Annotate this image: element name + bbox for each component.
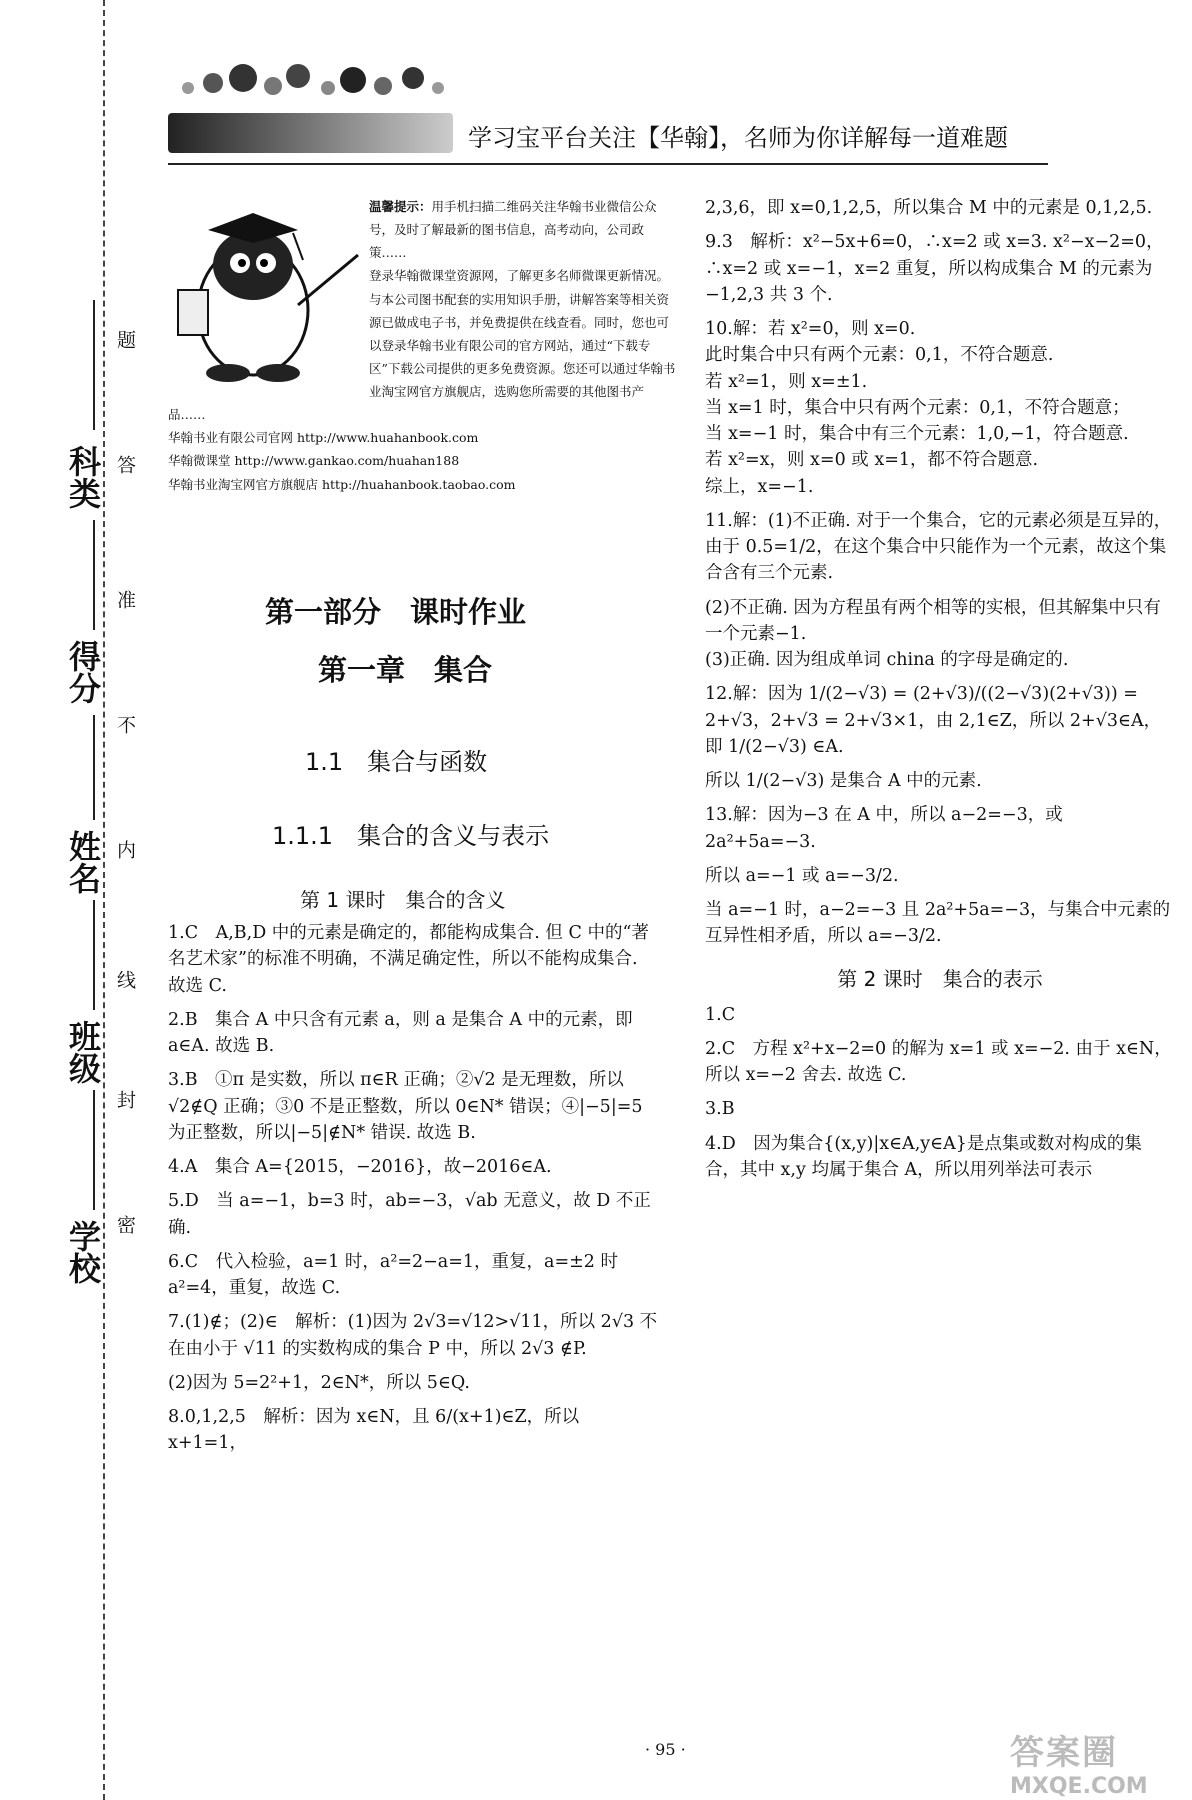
seal-dashed-line bbox=[103, 0, 105, 1800]
watermark-url: MXQE.COM bbox=[1010, 1774, 1148, 1799]
answer-item: 3.B bbox=[705, 1099, 735, 1120]
answer-item: (3)正确. 因为组成单词 china 的字母是确定的. bbox=[705, 650, 1069, 670]
notice-url: 华翰书业淘宝网官方旗舰店 http://huahanbook.taobao.com bbox=[168, 476, 516, 492]
answer-item: 2.B 集合 A 中只含有元素 a，则 a 是集合 A 中的元素，即 a∈A. 故选 B. bbox=[168, 1009, 633, 1056]
seal-char: 题 bbox=[114, 330, 136, 349]
notice-text: 登录华翰微课堂资源网，了解更多名师微课更新情况。与本公司图书配套的实用知识手册，讲解答案等相关资源已做成电子书，并免费提供在线查看。同时，您也可以登录华翰书业有限公司的官方网站，通过“下载专区”下载公司提供的更多免费资源。您还可以通过华翰书业淘宝网官方旗舰店，选购您所需要的其他图书产品…… bbox=[168, 268, 676, 423]
answer-item: 当 x=−1 时，集合中有三个元素：1,0,−1，符合题意. bbox=[705, 424, 1129, 444]
header-banner-graphic bbox=[168, 113, 453, 153]
answer-item: 若 x²=x，则 x=0 或 x=1，都不符合题意. bbox=[705, 450, 1039, 471]
field-line bbox=[93, 715, 95, 820]
answer-item: 1.C A,B,D 中的元素是确定的，都能构成集合. 但 C 中的“著名艺术家”的标准不明确，不满足确定性，所以不能构成集合. 故选 C. bbox=[168, 923, 649, 996]
answer-item: 6.C 代入检验，a=1 时，a²=2−a=1，重复，a=±2 时 a²=4，重复，故选 C. bbox=[168, 1251, 618, 1298]
answer-item: 若 x²=1，则 x=±1. bbox=[705, 371, 868, 392]
decorative-dots bbox=[168, 58, 458, 118]
lesson-title: 第 2 课时 集合的表示 bbox=[837, 966, 1043, 991]
penguin-mascot-icon bbox=[168, 195, 363, 385]
watermark-text: 答案圈 bbox=[1010, 1733, 1118, 1773]
answer-item: 4.D 因为集合{(x,y)|x∈A,y∈A}是点集或数对构成的集合，其中 x,y 均属于集合 A，所以用列举法可表示 bbox=[705, 1133, 1142, 1180]
page-header bbox=[168, 58, 1048, 163]
right-answer-column bbox=[705, 195, 1175, 1191]
answer-item: 12.解：因为 1/(2−√3) = (2+√3)/((2−√3)(2+√3)) = 2+√3，2+√3 = 2+√3×1，由 2,1∈Z，所以 2+√3∈A，即 1/(2−√3) ∈A. bbox=[705, 684, 1162, 757]
answer-item: 11.解：(1)不正确. 对于一个集合，它的元素必须是互异的，由于 0.5=1/2，在这个集合中只能作为一个元素，故这个集合含有三个元素. bbox=[705, 510, 1172, 584]
answer-item: 1.C bbox=[705, 1004, 736, 1025]
field-line bbox=[93, 900, 95, 1010]
answer-item: 此时集合中只有两个元素：0,1，不符合题意. bbox=[705, 345, 1054, 366]
answer-item: 10.解：若 x²=0，则 x=0. bbox=[705, 319, 916, 339]
answer-item: 4.A 集合 A={2015，−2016}，故−2016∈A. bbox=[168, 1157, 552, 1177]
seal-char: 密 bbox=[114, 1215, 136, 1234]
answer-item: 当 x=1 时，集合中只有两个元素：0,1，不符合题意； bbox=[705, 397, 1130, 418]
seal-char: 内 bbox=[114, 840, 136, 859]
seal-char: 线 bbox=[114, 970, 136, 989]
lesson-title: 第 1 课时 集合的含义 bbox=[300, 888, 506, 912]
notice-box bbox=[168, 195, 678, 496]
notice-url: 华翰书业有限公司官网 http://www.huahanbook.com bbox=[168, 430, 479, 446]
answer-item: 9.3 解析：x²−5x+6=0，∴x=2 或 x=3. x²−x−2=0，∴x=2 或 x=−1，x=2 重复，所以构成集合 M 的元素为−1,2,3 共 3 个. bbox=[705, 232, 1164, 305]
seal-char: 不 bbox=[114, 715, 136, 734]
answer-item: 2,3,6，即 x=0,1,2,5，所以集合 M 中的元素是 0,1,2,5. bbox=[705, 198, 1153, 218]
seal-char: 答 bbox=[114, 455, 136, 474]
answer-item: 5.D 当 a=−1，b=3 时，ab=−3，√ab 无意义，故 D 不正确. bbox=[168, 1191, 651, 1238]
answer-item: (2)不正确. 因为方程虽有两个相等的实根，但其解集中只有一个元素−1. bbox=[705, 597, 1161, 644]
section-title: 1.1 集合与函数 bbox=[305, 748, 488, 776]
answer-item: 13.解：因为−3 在 A 中，所以 a−2=−3，或 2a²+5a=−3. bbox=[705, 805, 1063, 852]
answer-item: 所以 a=−1 或 a=−3/2. bbox=[705, 865, 899, 886]
seal-char: 准 bbox=[114, 590, 136, 609]
field-label-name: 姓名 bbox=[64, 830, 102, 894]
watermark-logo bbox=[1010, 1725, 1182, 1799]
page-number: · 95 · bbox=[645, 1740, 686, 1759]
field-line bbox=[93, 300, 95, 430]
field-label-class: 班级 bbox=[64, 1020, 102, 1084]
answer-item: 所以 1/(2−√3) 是集合 A 中的元素. bbox=[705, 771, 982, 791]
answer-item: 8.0,1,2,5 解析：因为 x∈N，且 6/(x+1)∈Z，所以 x+1=1， bbox=[168, 1407, 580, 1454]
answer-item: (2)因为 5=2²+1，2∈N*，所以 5∈Q. bbox=[168, 1372, 470, 1393]
header-slogan: 学习宝平台关注【华翰】，名师为你详解每一道难题 bbox=[468, 124, 1008, 152]
answer-item: 当 a=−1 时，a−2=−3 且 2a²+5a=−3，与集合中元素的互异性相矛盾，所以 a=−3/2. bbox=[705, 900, 1171, 947]
subsection-title: 1.1.1 集合的含义与表示 bbox=[272, 822, 550, 850]
answer-item: 2.C 方程 x²+x−2=0 的解为 x=1 或 x=−2. 由于 x∈N，所以 x=−2 舍去. 故选 C. bbox=[705, 1038, 1172, 1085]
part-title: 第一部分 课时作业 bbox=[265, 595, 527, 629]
field-line bbox=[93, 520, 95, 630]
header-rule bbox=[168, 163, 1048, 165]
notice-text: 用手机扫描二维码关注华翰书业微信公众号，及时了解最新的图书信息，高考动向，公司政策…… bbox=[369, 199, 657, 261]
notice-title: 温馨提示： bbox=[369, 199, 432, 214]
field-line bbox=[93, 1090, 95, 1210]
answer-item: 7.(1)∉；(2)∈ 解析：(1)因为 2√3=√12>√11，所以 2√3 不在由小于 √11 的实数构成的集合 P 中，所以 2√3 ∉P. bbox=[168, 1312, 658, 1359]
answer-item: 综上，x=−1. bbox=[705, 476, 814, 497]
field-label-subject: 科类 bbox=[64, 445, 102, 509]
answer-item: 3.B ①π 是实数，所以 π∈R 正确；②√2 是无理数，所以 √2∉Q 正确；③0 不是正整数，所以 0∈N* 错误；④|−5|=5 为正整数，所以|−5|∉N* 错误. 故选 B. bbox=[168, 1070, 643, 1143]
field-label-score: 得分 bbox=[64, 640, 102, 704]
chapter-title: 第一章 集合 bbox=[318, 653, 493, 687]
seal-char: 封 bbox=[114, 1090, 136, 1109]
field-label-school: 学校 bbox=[64, 1220, 102, 1284]
notice-url: 华翰微课堂 http://www.gankao.com/huahan188 bbox=[168, 453, 460, 469]
left-answer-column bbox=[168, 920, 658, 1465]
